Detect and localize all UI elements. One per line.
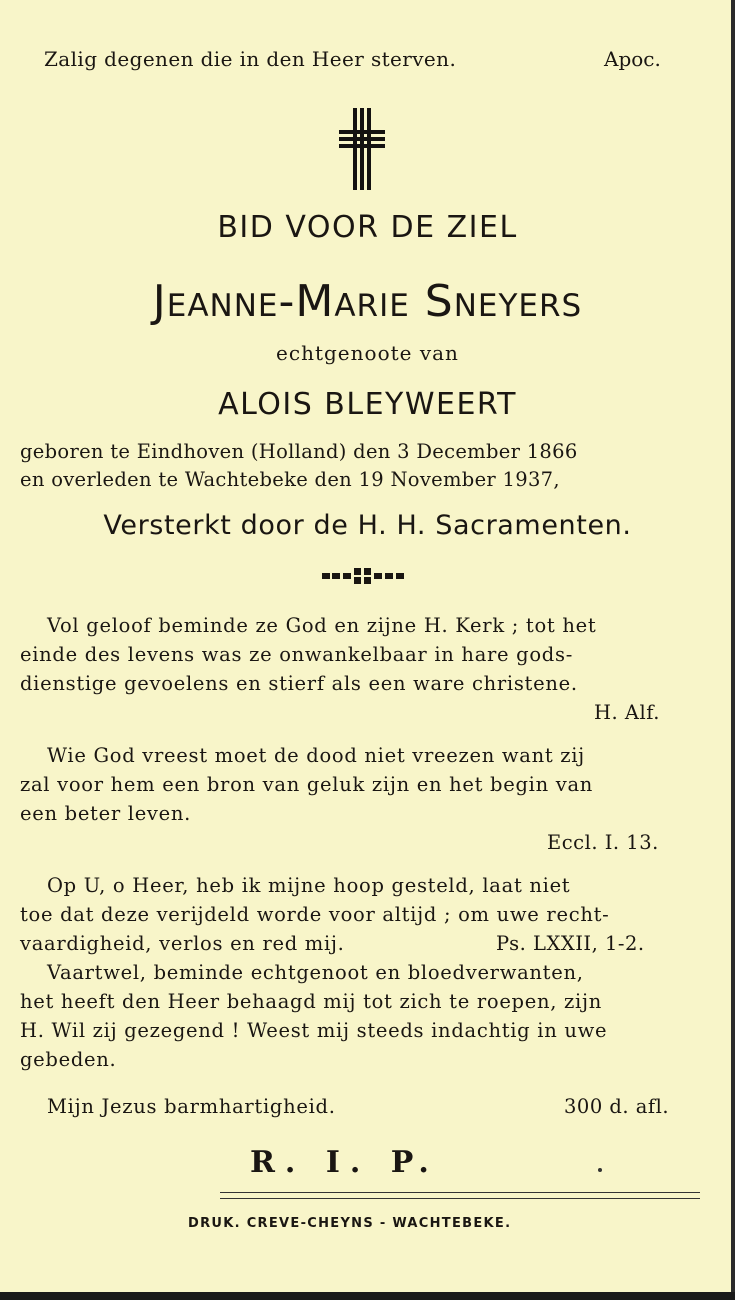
motto-source: Apoc.	[604, 47, 661, 71]
husband-name: ALOIS BLEYWEERT	[218, 387, 517, 422]
passage-reference: Eccl. I. 13.	[547, 831, 659, 854]
bottom-border	[0, 1292, 735, 1300]
passage-line: dienstige gevoelens en stierf als een ware christene.	[20, 672, 578, 695]
passage-line: Vaartwel, beminde echtgenoot en bloedverwanten,	[47, 961, 584, 984]
printer-credit: DRUK. CREVE-CHEYNS - WACHTEBEKE.	[188, 1216, 512, 1231]
passage-line: toe dat deze verijdeld worde voor altijd ; om uwe recht-	[20, 903, 610, 926]
prayer-heading: BID VOOR DE ZIEL	[217, 210, 518, 245]
ornament-icon	[322, 567, 404, 585]
passage-line: Wie God vreest moet de dood niet vreezen want zij	[47, 744, 585, 767]
divider-rule	[220, 1198, 700, 1199]
passage-reference: H. Alf.	[594, 701, 660, 724]
passage-line: einde des levens was ze onwankelbaar in hare gods-	[20, 643, 573, 666]
indulgence-prayer: Mijn Jezus barmhartigheid.	[47, 1095, 336, 1118]
sacraments-line: Versterkt door de H. H. Sacramenten.	[103, 510, 632, 541]
dot-mark	[598, 1168, 602, 1172]
passage-reference: Ps. LXXII, 1-2.	[496, 932, 645, 955]
relation-text: echtgenoote van	[276, 341, 459, 365]
divider-rule	[220, 1192, 700, 1193]
edge-shadow	[731, 0, 735, 1300]
deceased-name: Jeanne-Marie Sneyers	[152, 276, 583, 327]
passage-line: het heeft den Heer behaagd mij tot zich te roepen, zijn	[20, 990, 602, 1013]
motto: Zalig degenen die in den Heer sterven.	[44, 47, 457, 71]
passage-line: zal voor hem een bron van geluk zijn en het begin van	[20, 773, 594, 796]
passage-line: Op U, o Heer, heb ik mijne hoop gesteld, laat niet	[47, 874, 571, 897]
indulgence-days: 300 d. afl.	[564, 1095, 670, 1118]
rip-closing: R. I. P.	[250, 1145, 439, 1180]
passage-line: vaardigheid, verlos en red mij.	[20, 932, 345, 955]
death-line: en overleden te Wachtebeke den 19 November 1937,	[20, 468, 560, 491]
passage-line: gebeden.	[20, 1048, 117, 1071]
passage-line: H. Wil zij gezegend ! Weest mij steeds indachtig in uwe	[20, 1019, 608, 1042]
birth-line: geboren te Eindhoven (Holland) den 3 December 1866	[20, 440, 578, 463]
passage-line: Vol geloof beminde ze God en zijne H. Kerk ; tot het	[47, 614, 597, 637]
passage-line: een beter leven.	[20, 802, 192, 825]
cross-icon	[337, 108, 387, 190]
